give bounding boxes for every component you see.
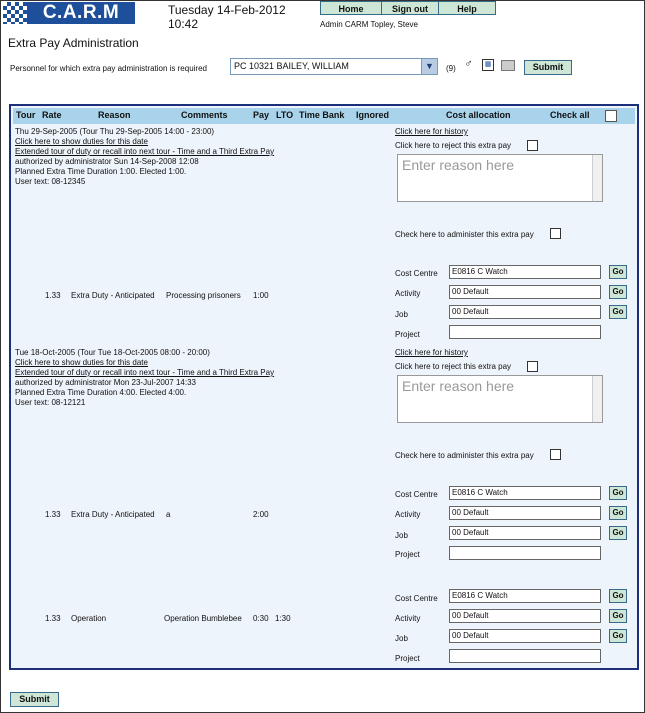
row-3-rate: 1.33 bbox=[45, 614, 61, 623]
scrollbar[interactable] bbox=[592, 155, 602, 201]
help-button[interactable]: Help bbox=[438, 1, 496, 15]
tour-1-reason-textarea[interactable] bbox=[397, 154, 603, 202]
row-1-comments: Processing prisoners bbox=[166, 291, 241, 300]
logo-text: C.A.R.M bbox=[27, 2, 135, 24]
tour-1-history-link[interactable]: Click here for history bbox=[395, 127, 468, 136]
row-2-project-label: Project bbox=[395, 550, 420, 559]
row-1-project-field[interactable] bbox=[449, 325, 601, 339]
personnel-submit-button[interactable]: Submit bbox=[524, 60, 572, 75]
row-1-activity-field[interactable]: 00 Default bbox=[449, 285, 601, 299]
personnel-selected-value: PC 10321 BAILEY, WILLIAM bbox=[234, 61, 349, 71]
col-ignored: Ignored bbox=[356, 110, 389, 120]
row-2-job-label: Job bbox=[395, 531, 408, 540]
row-1-reason: Extra Duty - Anticipated bbox=[71, 291, 155, 300]
col-cost-allocation: Cost allocation bbox=[446, 110, 511, 120]
tour-2-show-duties-link[interactable]: Click here to show duties for this date bbox=[15, 358, 148, 367]
row-1-rate: 1.33 bbox=[45, 291, 61, 300]
gender-icon[interactable]: ♂ bbox=[464, 58, 473, 70]
row-2-cost-centre-label: Cost Centre bbox=[395, 490, 438, 499]
row-2-activity-label: Activity bbox=[395, 510, 421, 519]
page-title: Extra Pay Administration bbox=[8, 36, 139, 50]
row-1-activity-go-button[interactable]: Go bbox=[609, 285, 627, 299]
row-1-cost-centre-field[interactable]: E0816 C Watch bbox=[449, 265, 601, 279]
row-1-cost-centre-go-button[interactable]: Go bbox=[609, 265, 627, 279]
extra-pay-panel bbox=[9, 104, 639, 670]
checkered-flag-icon bbox=[3, 2, 27, 24]
row-3-comments: Operation Bumblebee bbox=[164, 614, 242, 623]
row-3-cost-centre-go-button[interactable]: Go bbox=[609, 589, 627, 603]
row-3-cost-centre-label: Cost Centre bbox=[395, 594, 438, 603]
tour-2-reject-label: Click here to reject this extra pay bbox=[395, 362, 512, 371]
row-1-project-label: Project bbox=[395, 330, 420, 339]
tour-2-history-link[interactable]: Click here for history bbox=[395, 348, 468, 357]
home-button[interactable]: Home bbox=[320, 1, 382, 15]
row-2-rate: 1.33 bbox=[45, 510, 61, 519]
col-rate: Rate bbox=[42, 110, 62, 120]
row-3-lto: 1:30 bbox=[275, 614, 291, 623]
tour-1-planned: Planned Extra Time Duration 1:00. Elected 1:00. bbox=[15, 167, 187, 176]
row-3-job-go-button[interactable]: Go bbox=[609, 629, 627, 643]
row-2-cost-centre-go-button[interactable]: Go bbox=[609, 486, 627, 500]
tour-2-planned: Planned Extra Time Duration 4:00. Elected 4:00. bbox=[15, 388, 187, 397]
tour-1-date: Thu 29-Sep-2005 (Tour Thu 29-Sep-2005 14:00 - 23:00) bbox=[15, 127, 215, 136]
row-1-cost-centre-label: Cost Centre bbox=[395, 269, 438, 278]
row-2-cost-centre-field[interactable]: E0816 C Watch bbox=[449, 486, 601, 500]
dropdown-arrow-icon[interactable]: ▼ bbox=[421, 59, 437, 74]
col-pay: Pay bbox=[253, 110, 270, 120]
tour-1-reject-label: Click here to reject this extra pay bbox=[395, 141, 512, 150]
card-icon[interactable] bbox=[501, 60, 515, 71]
col-tour: Tour bbox=[16, 110, 36, 120]
row-3-cost-centre-field[interactable]: E0816 C Watch bbox=[449, 589, 601, 603]
tour-2-reject-checkbox[interactable] bbox=[527, 361, 538, 372]
col-time-bank: Time Bank bbox=[299, 110, 345, 120]
col-lto: LTO bbox=[276, 110, 294, 120]
current-time: 10:42 bbox=[168, 17, 199, 31]
row-3-job-label: Job bbox=[395, 634, 408, 643]
tour-2-administer-checkbox[interactable] bbox=[550, 449, 561, 460]
row-2-project-field[interactable] bbox=[449, 546, 601, 560]
scrollbar[interactable] bbox=[592, 376, 602, 422]
col-comments: Comments bbox=[181, 110, 228, 120]
row-3-activity-label: Activity bbox=[395, 614, 421, 623]
row-1-pay: 1:00 bbox=[253, 291, 269, 300]
tour-1-show-duties-link[interactable]: Click here to show duties for this date bbox=[15, 137, 148, 146]
carm-logo bbox=[3, 2, 135, 24]
tour-1-user-text: User text: 08-12345 bbox=[15, 177, 86, 186]
personnel-count: (9) bbox=[446, 64, 456, 73]
col-check-all: Check all bbox=[550, 110, 590, 120]
row-3-project-label: Project bbox=[395, 654, 420, 663]
tour-2-authorized: authorized by administrator Mon 23-Jul-2007 14:33 bbox=[15, 378, 196, 387]
row-2-job-field[interactable]: 00 Default bbox=[449, 526, 601, 540]
tour-2-extended-link[interactable]: Extended tour of duty or recall into next tour - Time and a Third Extra Pay bbox=[15, 368, 275, 377]
footer-submit-button[interactable]: Submit bbox=[10, 692, 59, 707]
table-header bbox=[13, 108, 635, 124]
personnel-select[interactable] bbox=[230, 58, 438, 75]
reason-placeholder: Enter reason here bbox=[402, 378, 515, 394]
row-3-activity-go-button[interactable]: Go bbox=[609, 609, 627, 623]
row-1-job-go-button[interactable]: Go bbox=[609, 305, 627, 319]
tour-1-administer-label: Check here to administer this extra pay bbox=[395, 230, 534, 239]
tour-2-date: Tue 18-Oct-2005 (Tour Tue 18-Oct-2005 08:00 - 20:00) bbox=[15, 348, 210, 357]
row-3-activity-field[interactable]: 00 Default bbox=[449, 609, 601, 623]
calendar-icon[interactable]: ▦ bbox=[482, 59, 494, 71]
admin-user-label: Admin CARM Topley, Steve bbox=[320, 20, 418, 29]
row-3-job-field[interactable]: 00 Default bbox=[449, 629, 601, 643]
tour-1-reject-checkbox[interactable] bbox=[527, 140, 538, 151]
row-2-activity-go-button[interactable]: Go bbox=[609, 506, 627, 520]
sign-out-button[interactable]: Sign out bbox=[381, 1, 439, 15]
row-3-reason: Operation bbox=[71, 614, 107, 623]
tour-1-administer-checkbox[interactable] bbox=[550, 228, 561, 239]
tour-2-administer-label: Check here to administer this extra pay bbox=[395, 451, 534, 460]
tour-1-authorized: authorized by administrator Sun 14-Sep-2008 12:08 bbox=[15, 157, 199, 166]
row-3-project-field[interactable] bbox=[449, 649, 601, 663]
date-time bbox=[168, 3, 286, 31]
check-all-checkbox[interactable] bbox=[605, 110, 617, 122]
row-3-pay: 0:30 bbox=[253, 614, 269, 623]
row-2-pay: 2:00 bbox=[253, 510, 269, 519]
row-1-activity-label: Activity bbox=[395, 289, 421, 298]
row-2-comments: a bbox=[166, 510, 171, 519]
col-reason: Reason bbox=[98, 110, 131, 120]
current-date: Tuesday 14-Feb-2012 bbox=[168, 3, 286, 17]
row-2-reason: Extra Duty - Anticipated bbox=[71, 510, 155, 519]
row-1-job-field[interactable]: 00 Default bbox=[449, 305, 601, 319]
personnel-label: Personnel for which extra pay administration is required bbox=[10, 64, 207, 73]
row-2-activity-field[interactable]: 00 Default bbox=[449, 506, 601, 520]
tour-1-extended-link[interactable]: Extended tour of duty or recall into next tour - Time and a Third Extra Pay bbox=[15, 147, 275, 156]
tour-2-reason-textarea[interactable] bbox=[397, 375, 603, 423]
tour-2-user-text: User text: 08-12121 bbox=[15, 398, 86, 407]
row-1-job-label: Job bbox=[395, 310, 408, 319]
row-2-job-go-button[interactable]: Go bbox=[609, 526, 627, 540]
reason-placeholder: Enter reason here bbox=[402, 157, 515, 173]
